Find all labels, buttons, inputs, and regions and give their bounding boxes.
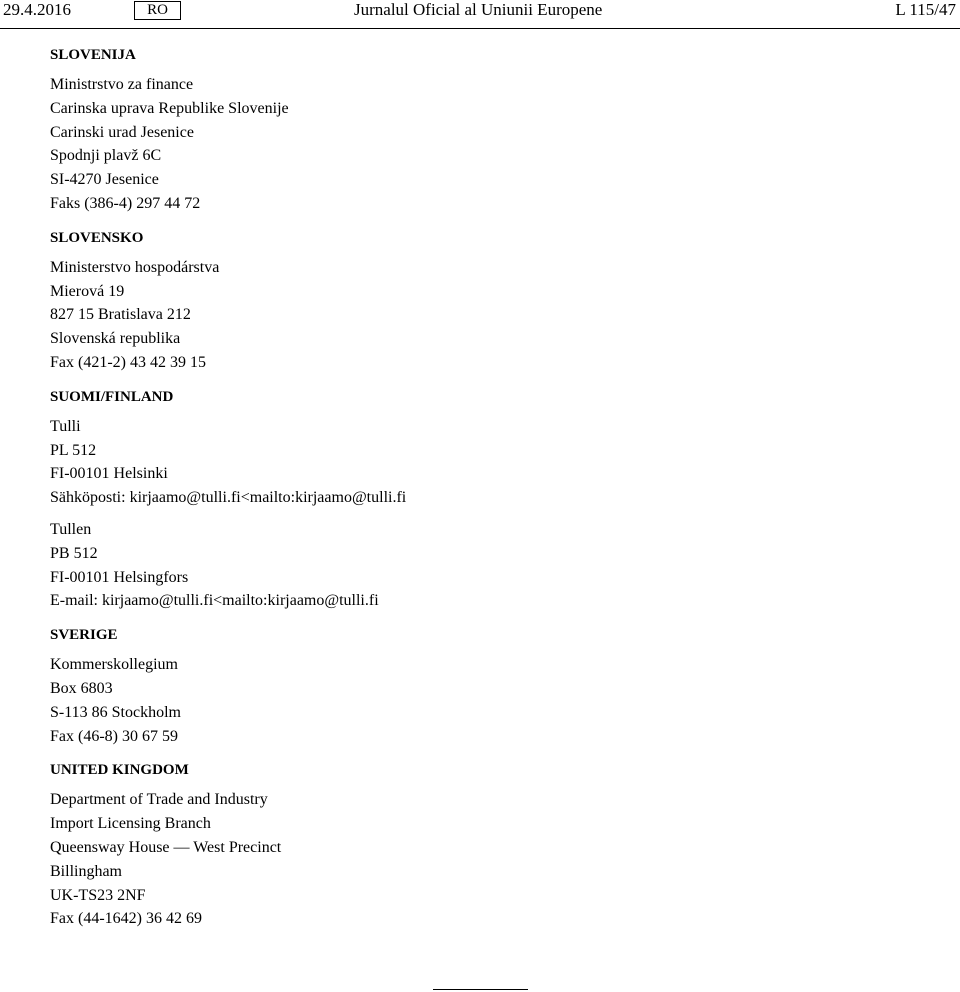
email-line: Sähköposti: kirjaamo@tulli.fi<mailto:kirjaamo@tulli.fi [50,489,407,507]
address-line: Carinska uprava Republike Slovenije [50,99,289,117]
country-heading: SLOVENIJA [50,47,136,63]
address-block [50,653,930,748]
page-reference: L 115/47 [895,0,956,19]
fax-line: Fax (44-1642) 36 42 69 [50,910,202,928]
country-heading: SVERIGE [50,627,118,644]
country-section-slovensko [50,229,930,375]
address-line: UK-TS23 2NF [50,886,146,904]
fax-line: Fax (46-8) 30 67 59 [50,727,178,745]
country-section-united-kingdom [50,761,930,931]
address-line: S-113 86 Stockholm [50,703,181,721]
address-line: Carinski urad Jesenice [50,123,194,141]
address-line: Slovenská republika [50,330,181,348]
address-line: FI-00101 Helsingfors [50,568,189,586]
address-line: Mierová 19 [50,282,125,300]
country-section-slovenija [50,46,930,216]
address-line: Tulli [50,417,81,435]
address-block [50,256,930,375]
address-line: Billingham [50,862,122,880]
address-line: Box 6803 [50,679,113,697]
address-line: Kommerskollegium [50,656,178,674]
address-line: SI-4270 Jesenice [50,171,159,189]
address-line: Department of Trade and Industry [50,791,268,809]
journal-title: Jurnalul Oficial al Uniunii Europene [354,0,603,19]
address-line: PB 512 [50,544,98,562]
address-line: Ministerstvo hospodárstva [50,258,220,276]
address-block-finnish [50,415,930,510]
footer-divider [433,989,528,990]
address-line: FI-00101 Helsinki [50,465,168,483]
fax-line: Fax (421-2) 43 42 39 15 [50,353,206,371]
address-block [50,788,930,931]
publication-date: 29.4.2016 [3,0,71,19]
address-line: Spodnji plavž 6C [50,147,162,165]
address-line: Tullen [50,520,92,538]
language-badge: RO [134,1,181,20]
address-line: 827 15 Bratislava 212 [50,306,191,324]
address-list [50,46,930,944]
email-line: E-mail: kirjaamo@tulli.fi<mailto:kirjaamo@tulli.fi [50,592,379,610]
country-heading: SUOMI/FINLAND [50,388,174,405]
country-section-finland [50,388,930,613]
address-line: Ministrstvo za finance [50,76,194,93]
address-block [50,73,930,216]
country-section-sverige [50,626,930,748]
country-heading: SLOVENSKO [50,229,144,246]
address-line: Import Licensing Branch [50,815,211,833]
address-line: PL 512 [50,441,97,459]
address-line: Queensway House — West Precinct [50,838,282,856]
country-heading: UNITED KINGDOM [50,762,189,779]
page-header [0,0,960,29]
fax-line: Faks (386-4) 297 44 72 [50,194,201,212]
address-block-swedish [50,518,930,613]
